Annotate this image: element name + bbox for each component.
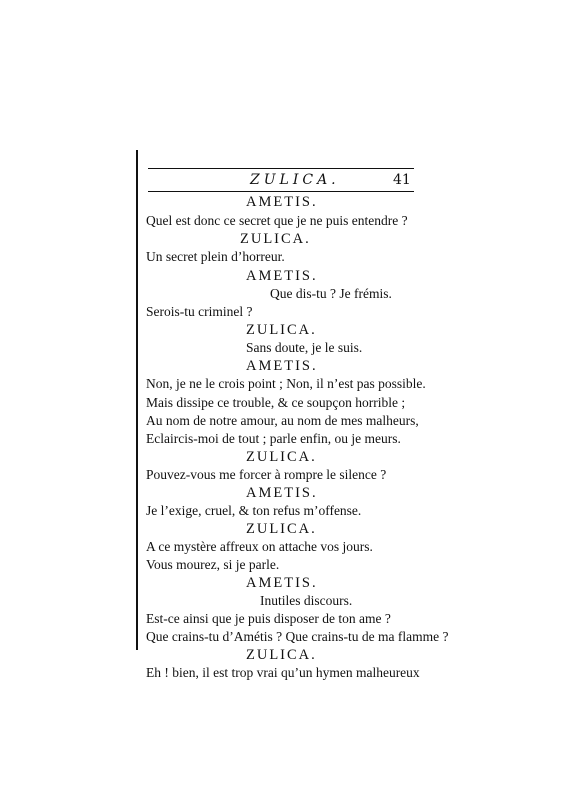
- speaker-ametis: AMETIS.: [246, 485, 318, 501]
- speaker-zulica: ZULICA.: [246, 521, 317, 537]
- verse-line: Non, je ne le crois point ; Non, il n’est pas possible.: [146, 376, 426, 391]
- verse-line: Eclaircis-moi de tout ; parle enfin, ou je meurs.: [146, 431, 401, 446]
- verse-line: Sans doute, je le suis.: [246, 340, 363, 355]
- page-margin-rule: [136, 150, 138, 650]
- speaker-zulica: ZULICA.: [246, 322, 317, 338]
- speaker-zulica: ZULICA.: [246, 449, 317, 465]
- speaker-ametis: AMETIS.: [246, 575, 318, 591]
- speaker-ametis: AMETIS.: [246, 268, 318, 284]
- verse-line: Serois-tu criminel ?: [146, 304, 253, 319]
- verse-line: Que dis-tu ? Je frémis.: [270, 286, 392, 301]
- verse-line: Que crains-tu d’Amétis ? Que crains-tu de ma flamme ?: [146, 629, 449, 644]
- verse-line: Est-ce ainsi que je puis disposer de ton ame ?: [146, 611, 391, 626]
- speaker-ametis: AMETIS.: [246, 194, 318, 210]
- verse-line: Quel est donc ce secret que je ne puis entendre ?: [146, 213, 408, 228]
- verse-line: Au nom de notre amour, au nom de mes malheurs,: [146, 413, 419, 428]
- verse-line: Inutiles discours.: [260, 593, 353, 608]
- speaker-ametis: AMETIS.: [246, 358, 318, 374]
- verse-line: Mais dissipe ce trouble, & ce soupçon horrible ;: [146, 395, 406, 410]
- verse-line: Vous mourez, si je parle.: [146, 557, 280, 572]
- verse-line: Eh ! bien, il est trop vrai qu’un hymen malheureux: [146, 665, 420, 680]
- header-bottom-rule: [148, 191, 414, 192]
- speaker-zulica: ZULICA.: [246, 647, 317, 663]
- verse-line: Un secret plein d’horreur.: [146, 249, 285, 264]
- page-number: 41: [393, 172, 411, 188]
- running-head-title: ZULICA.: [250, 172, 340, 188]
- speaker-zulica: ZULICA.: [240, 231, 311, 247]
- verse-line: A ce mystère affreux on attache vos jours.: [146, 539, 373, 554]
- verse-line: Je l’exige, cruel, & ton refus m’offense.: [146, 503, 362, 518]
- header-top-rule: [148, 168, 414, 169]
- verse-line: Pouvez-vous me forcer à rompre le silence ?: [146, 467, 387, 482]
